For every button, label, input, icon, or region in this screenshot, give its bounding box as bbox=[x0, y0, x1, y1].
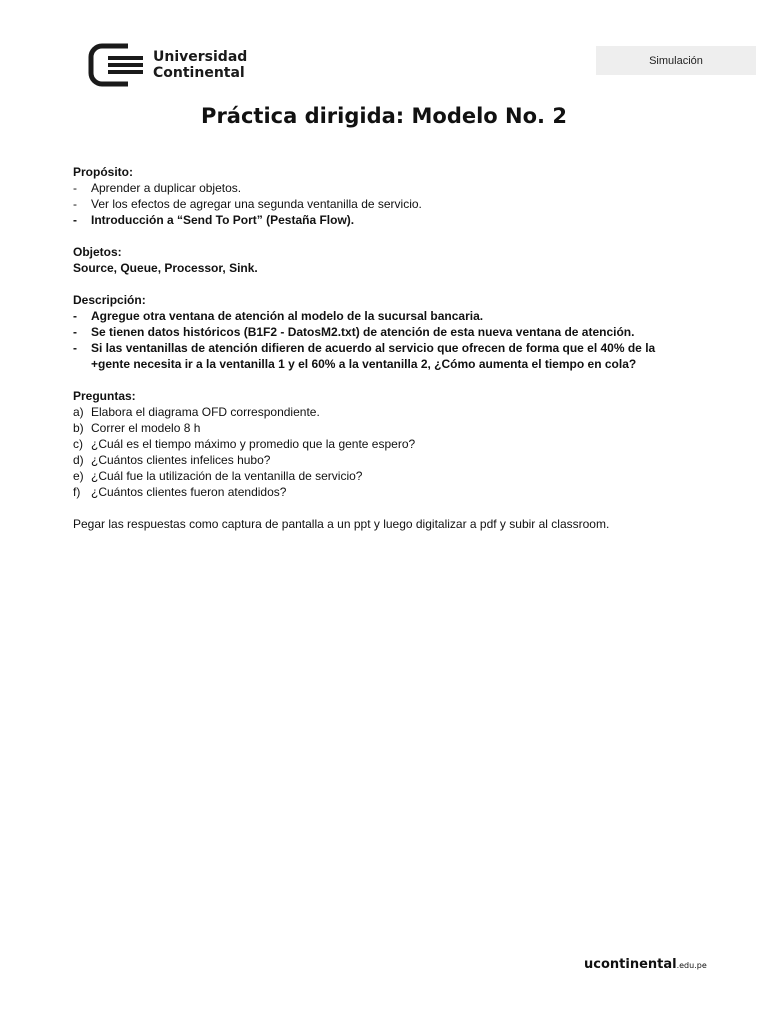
list-marker: - bbox=[73, 181, 77, 195]
list-item-text: ¿Cuántos clientes infelices hubo? bbox=[91, 453, 271, 467]
list-item bbox=[73, 420, 683, 436]
objetos-text: Source, Queue, Processor, Sink. bbox=[73, 261, 258, 275]
list-item bbox=[73, 436, 683, 452]
list-item-text: Agregue otra ventana de atención al modelo de la sucursal bancaria. bbox=[91, 309, 484, 323]
objetos-heading: Objetos: bbox=[73, 245, 122, 259]
list-marker: d) bbox=[73, 453, 84, 467]
university-logo bbox=[88, 43, 247, 87]
footer-domain-suffix: .edu.pe bbox=[676, 961, 707, 970]
list-item-text: Correr el modelo 8 h bbox=[91, 421, 201, 435]
objetos-section bbox=[73, 244, 683, 276]
proposito-section bbox=[73, 164, 683, 228]
list-item bbox=[73, 308, 683, 324]
list-item bbox=[73, 484, 683, 500]
list-item-text: Aprender a duplicar objetos. bbox=[91, 181, 242, 195]
university-name-line2: Continental bbox=[153, 65, 245, 81]
instruction-text: Pegar las respuestas como captura de pantalla a un ppt y luego digitalizar a pdf y subir al classroom. bbox=[73, 517, 610, 531]
list-item bbox=[73, 196, 683, 212]
list-marker: - bbox=[73, 197, 77, 211]
list-marker: b) bbox=[73, 421, 84, 435]
list-item-text: Si las ventanillas de atención difieren de acuerdo al servicio que ofrecen de forma que el 40% de la +gente necesita ir a la ventanilla 1 y el 60% a la ventanilla 2, ¿Cómo aumenta el tiempo en cola? bbox=[91, 341, 656, 371]
descripcion-section bbox=[73, 292, 683, 372]
list-marker: - bbox=[73, 341, 77, 355]
list-item bbox=[73, 468, 683, 484]
list-item bbox=[73, 324, 683, 340]
list-item-text: Ver los efectos de agregar una segunda ventanilla de servicio. bbox=[91, 197, 422, 211]
preguntas-heading: Preguntas: bbox=[73, 389, 136, 403]
subject-box bbox=[596, 46, 756, 75]
footer-domain: ucontinental bbox=[584, 957, 677, 972]
university-logo-icon bbox=[88, 43, 146, 87]
list-marker: a) bbox=[73, 405, 84, 419]
list-item bbox=[73, 212, 683, 228]
list-marker: - bbox=[73, 213, 77, 227]
list-item bbox=[73, 404, 683, 420]
list-item bbox=[73, 340, 683, 372]
list-item-text: ¿Cuántos clientes fueron atendidos? bbox=[91, 485, 287, 499]
descripcion-heading: Descripción: bbox=[73, 293, 146, 307]
list-marker: - bbox=[73, 309, 77, 323]
list-marker: f) bbox=[73, 485, 81, 499]
list-marker: c) bbox=[73, 437, 83, 451]
university-name bbox=[153, 49, 247, 81]
list-item-text: ¿Cuál es el tiempo máximo y promedio que la gente espero? bbox=[91, 437, 416, 451]
list-item-text: Se tienen datos históricos (B1F2 - DatosM2.txt) de atención de esta nueva ventana de atención. bbox=[91, 325, 635, 339]
list-item bbox=[73, 180, 683, 196]
preguntas-section bbox=[73, 388, 683, 500]
subject-label: Simulación bbox=[649, 54, 703, 67]
document-body bbox=[73, 164, 683, 548]
footer-website bbox=[584, 957, 707, 972]
list-item bbox=[73, 452, 683, 468]
list-marker: - bbox=[73, 325, 77, 339]
list-item-text: Elabora el diagrama OFD correspondiente. bbox=[91, 405, 320, 419]
proposito-heading: Propósito: bbox=[73, 165, 133, 179]
list-item-text: ¿Cuál fue la utilización de la ventanilla de servicio? bbox=[91, 469, 363, 483]
list-marker: e) bbox=[73, 469, 84, 483]
list-item-text: Introducción a “Send To Port” (Pestaña Flow). bbox=[91, 213, 355, 227]
page-title: Práctica dirigida: Modelo No. 2 bbox=[201, 104, 567, 128]
university-name-line1: Universidad bbox=[153, 49, 248, 65]
